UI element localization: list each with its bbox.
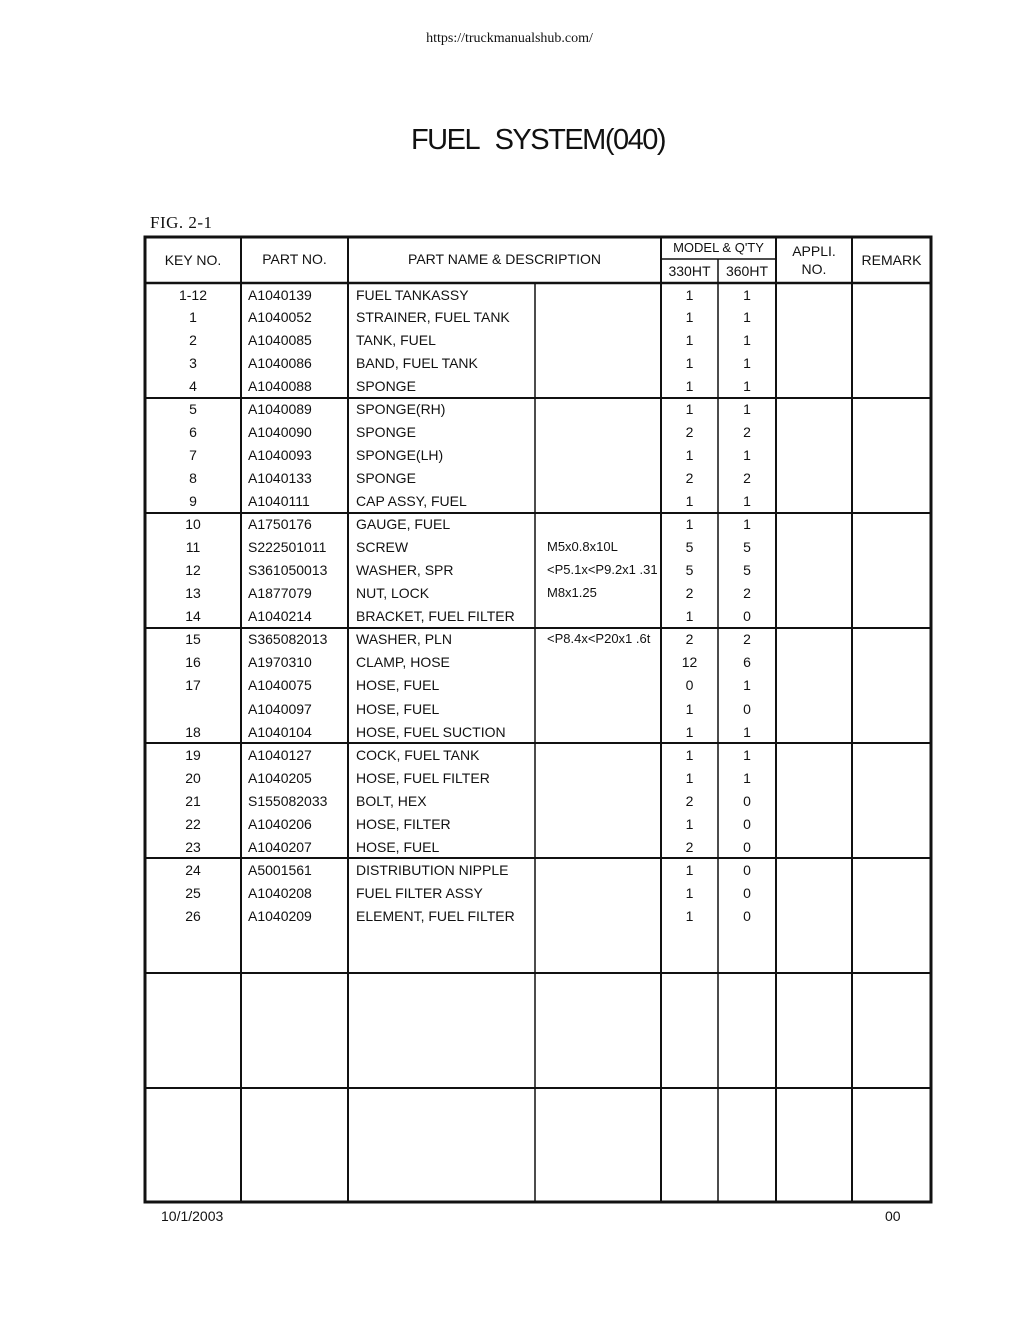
row-part-name: TANK, FUEL: [356, 332, 436, 348]
row-qty-330ht: 1: [685, 401, 694, 417]
row-key-no: 1-12: [178, 287, 208, 303]
row-key-no: 19: [185, 747, 201, 763]
row-part-no: A1040139: [248, 287, 312, 303]
row-part-no: A1040097: [248, 701, 312, 717]
row-part-no: A1040209: [248, 908, 312, 924]
row-qty-330ht: 1: [685, 816, 694, 832]
source-url: https://truckmanualshub.com/: [426, 31, 593, 46]
row-part-name: SPONGE: [356, 378, 416, 394]
row-qty-360ht: 1: [743, 332, 751, 348]
header-model-360ht: 360HT: [725, 263, 769, 279]
row-qty-360ht: 0: [743, 839, 751, 855]
row-part-no: A1040205: [248, 770, 312, 786]
row-part-name: SPONGE(RH): [356, 401, 446, 417]
row-qty-360ht: 1: [743, 287, 751, 303]
row-part-no: A5001561: [248, 862, 312, 878]
row-qty-330ht: 1: [685, 724, 694, 740]
row-part-no: S361050013: [248, 562, 328, 578]
row-key-no: 17: [185, 677, 201, 693]
row-key-no: 11: [185, 539, 201, 555]
header-model-330ht: 330HT: [668, 263, 711, 279]
row-qty-360ht: 5: [743, 539, 751, 555]
row-qty-330ht: 1: [685, 309, 694, 325]
figure-label: FIG. 2-1: [150, 213, 213, 232]
row-qty-330ht: 5: [685, 562, 694, 578]
row-qty-360ht: 1: [743, 747, 751, 763]
row-qty-330ht: 1: [685, 770, 694, 786]
row-part-no: A1040127: [248, 747, 312, 763]
row-qty-330ht: 1: [685, 701, 694, 717]
row-key-no: 1: [189, 309, 197, 325]
row-key-no: 21: [185, 793, 201, 809]
row-qty-330ht: 1: [685, 355, 694, 371]
row-qty-360ht: 1: [743, 355, 751, 371]
row-part-name: STRAINER, FUEL TANK: [356, 309, 510, 325]
row-qty-330ht: 2: [685, 424, 694, 440]
row-qty-330ht: 2: [685, 631, 694, 647]
row-part-no: S155082033: [248, 793, 328, 809]
row-part-no: A1040111: [248, 493, 310, 509]
row-part-no: A1040206: [248, 816, 312, 832]
row-part-name: DISTRIBUTION NIPPLE: [356, 862, 509, 878]
row-qty-360ht: 0: [743, 793, 751, 809]
row-part-name: GAUGE, FUEL: [356, 516, 451, 532]
row-qty-360ht: 1: [743, 378, 751, 394]
row-part-no: A1040089: [248, 401, 312, 417]
row-spec: M8x1.25: [547, 585, 597, 600]
row-qty-330ht: 1: [685, 516, 694, 532]
row-qty-330ht: 1: [685, 908, 694, 924]
row-key-no: 22: [185, 816, 201, 832]
row-key-no: 14: [185, 608, 201, 624]
row-part-no: A1040052: [248, 309, 312, 325]
row-key-no: 18: [185, 724, 201, 740]
row-qty-330ht: 1: [685, 885, 694, 901]
row-qty-360ht: 1: [743, 447, 751, 463]
row-part-name: CAP ASSY, FUEL: [356, 493, 467, 509]
row-part-name: WASHER, SPR: [356, 562, 454, 578]
row-qty-360ht: 0: [743, 862, 751, 878]
row-part-no: S222501011: [248, 539, 327, 555]
row-part-name: BOLT, HEX: [356, 793, 427, 809]
row-key-no: 20: [185, 770, 201, 786]
row-part-no: A1040085: [248, 332, 312, 348]
row-part-no: A1040133: [248, 470, 312, 486]
row-spec: M5x0.8x10L: [547, 539, 618, 554]
row-part-name: SPONGE(LH): [356, 447, 444, 463]
row-qty-360ht: 0: [743, 608, 751, 624]
row-qty-330ht: 1: [685, 447, 694, 463]
row-qty-330ht: 2: [685, 793, 694, 809]
row-part-no: A1040207: [248, 839, 312, 855]
row-qty-360ht: 1: [743, 516, 751, 532]
row-part-no: A1040075: [248, 677, 312, 693]
row-part-no: A1040214: [248, 608, 312, 624]
row-part-no: A1040208: [248, 885, 312, 901]
row-key-no: 10: [185, 516, 201, 532]
row-qty-360ht: 0: [743, 908, 751, 924]
row-part-name: HOSE, FUEL: [356, 701, 440, 717]
row-qty-330ht: 2: [685, 470, 694, 486]
row-part-no: A1040104: [248, 724, 312, 740]
row-part-no: A1970310: [248, 654, 312, 670]
row-part-name: BRACKET, FUEL FILTER: [356, 608, 515, 624]
row-qty-330ht: 1: [685, 287, 694, 303]
row-part-name: FUEL FILTER ASSY: [356, 885, 483, 901]
row-part-name: WASHER, PLN: [356, 631, 452, 647]
row-part-name: HOSE, FUEL: [356, 677, 440, 693]
row-part-no: A1040090: [248, 424, 312, 440]
row-key-no: 15: [185, 631, 201, 647]
row-qty-360ht: 1: [743, 677, 751, 693]
row-part-name: SPONGE: [356, 470, 416, 486]
row-qty-330ht: 12: [681, 654, 698, 670]
row-key-no: 3: [189, 355, 197, 371]
row-part-no: A1750176: [248, 516, 312, 532]
row-part-name: SPONGE: [356, 424, 416, 440]
row-key-no: 26: [185, 908, 201, 924]
header-model-qty: MODEL & Q'TY: [673, 240, 764, 255]
header-part-no: PART NO.: [262, 251, 327, 267]
row-qty-360ht: 2: [743, 631, 751, 647]
row-key-no: 5: [189, 401, 197, 417]
row-qty-330ht: 1: [685, 862, 694, 878]
row-qty-330ht: 1: [685, 378, 694, 394]
row-key-no: 2: [189, 332, 197, 348]
row-qty-360ht: 1: [743, 724, 751, 740]
row-qty-330ht: 1: [685, 493, 694, 509]
row-qty-330ht: 1: [685, 332, 694, 348]
row-qty-330ht: 5: [685, 539, 694, 555]
header-part-name: PART NAME & DESCRIPTION: [408, 251, 601, 267]
footer-page-number: 00: [885, 1208, 901, 1224]
row-part-name: CLAMP, HOSE: [356, 654, 450, 670]
row-part-name: FUEL TANKASSY: [356, 287, 469, 303]
row-part-no: A1040086: [248, 355, 312, 371]
row-part-no: A1877079: [248, 585, 312, 601]
row-part-name: COCK, FUEL TANK: [356, 747, 480, 763]
row-key-no: 24: [185, 862, 201, 878]
row-part-name: HOSE, FUEL SUCTION: [356, 724, 506, 740]
row-key-no: 4: [189, 378, 197, 394]
row-key-no: 16: [185, 654, 201, 670]
row-part-name: ELEMENT, FUEL FILTER: [356, 908, 515, 924]
row-qty-330ht: 2: [685, 585, 694, 601]
row-qty-360ht: 1: [743, 309, 751, 325]
row-qty-360ht: 1: [743, 401, 751, 417]
row-qty-360ht: 0: [743, 701, 751, 717]
row-key-no: 7: [189, 447, 197, 463]
row-qty-360ht: 1: [743, 493, 751, 509]
row-part-name: HOSE, FILTER: [356, 816, 451, 832]
row-part-name: HOSE, FUEL FILTER: [356, 770, 490, 786]
row-qty-360ht: 5: [743, 562, 751, 578]
row-qty-330ht: 1: [685, 747, 694, 763]
row-qty-360ht: 6: [743, 654, 751, 670]
footer-date: 10/1/2003: [161, 1208, 224, 1224]
row-qty-360ht: 1: [743, 770, 751, 786]
row-qty-360ht: 0: [743, 885, 751, 901]
row-spec: <P8.4x<P20x1 .6t: [547, 631, 651, 646]
row-key-no: 9: [189, 493, 197, 509]
row-key-no: 23: [185, 839, 201, 855]
row-part-name: HOSE, FUEL: [356, 839, 440, 855]
row-qty-330ht: 2: [685, 839, 694, 855]
row-qty-360ht: 2: [743, 424, 751, 440]
row-part-name: NUT, LOCK: [356, 585, 430, 601]
row-part-name: BAND, FUEL TANK: [356, 355, 478, 371]
header-appli: APPLI.: [792, 243, 836, 259]
row-qty-360ht: 2: [743, 470, 751, 486]
row-key-no: 13: [185, 585, 201, 601]
row-key-no: 12: [185, 562, 201, 578]
page-title: FUEL SYSTEM(040): [410, 124, 666, 156]
header-key-no: KEY NO.: [164, 252, 222, 268]
row-spec: <P5.1x<P9.2x1 .31: [547, 562, 658, 577]
row-key-no: 6: [189, 424, 197, 440]
row-qty-360ht: 2: [743, 585, 751, 601]
row-key-no: 8: [189, 470, 197, 486]
row-qty-330ht: 1: [685, 608, 694, 624]
row-part-no: A1040088: [248, 378, 312, 394]
header-remark: REMARK: [861, 252, 922, 268]
header-appli-no: NO.: [801, 261, 827, 277]
row-part-no: S365082013: [248, 631, 328, 647]
row-part-no: A1040093: [248, 447, 312, 463]
row-key-no: 25: [185, 885, 201, 901]
row-qty-360ht: 0: [743, 816, 751, 832]
row-qty-330ht: 0: [685, 677, 694, 693]
row-part-name: SCREW: [356, 539, 409, 555]
